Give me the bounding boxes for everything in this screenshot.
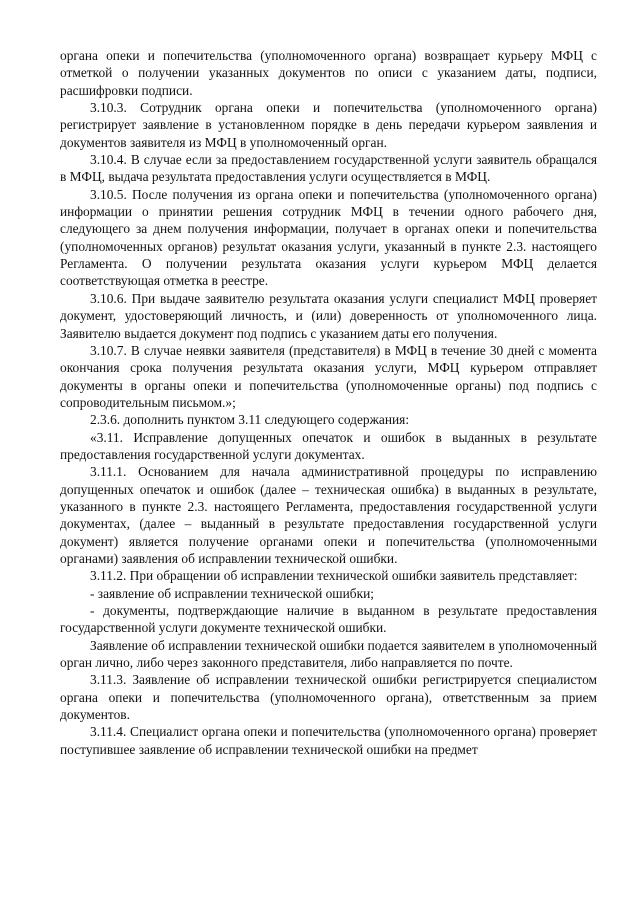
paragraph: Заявление об исправлении технической ошибки подается заявителем в уполномоченный орган лично, либо через законного представителя, либо направляется по почте. xyxy=(60,637,597,671)
paragraph: «3.11. Исправление допущенных опечаток и ошибок в выданных в результате предоставления государственной услуги документах. xyxy=(60,429,597,462)
paragraph: 3.10.7. В случае неявки заявителя (представителя) в МФЦ в течение 30 дней с момента окончания срока получения результата оказания услуги, МФЦ курьером отправляет документы в органы опеки и попечительства (уполномоченные органы) под подпись с сопроводительным письмом.»; xyxy=(60,342,597,410)
paragraph: - документы, подтверждающие наличие в выданном в результате предоставления государственной услуги документе технической ошибки. xyxy=(60,603,597,636)
document-body xyxy=(60,47,597,758)
paragraph: 3.10.3. Сотрудник органа опеки и попечительства (уполномоченного органа) регистрирует заявление в установленном порядке в день передачи курьером заявления и документов заявителя из МФЦ в уполномоченный орган. xyxy=(60,100,597,150)
paragraph: 3.10.4. В случае если за предоставлением государственной услуги заявитель обращался в МФЦ, выдача результата предоставления услуги осуществляется в МФЦ. xyxy=(60,152,597,185)
paragraph: 3.11.4. Специалист органа опеки и попечительства (уполномоченного органа) проверяет поступившее заявление об исправлении технической ошибки на предмет xyxy=(60,724,597,757)
paragraph: 3.11.2. При обращении об исправлении технической ошибки заявитель представляет: xyxy=(90,568,578,584)
paragraph: 3.10.5. После получения из органа опеки и попечительства (уполномоченного органа) информации о принятии решения сотрудник МФЦ в течении одного рабочего дня, следующего за днем получения информации, получает в органах опеки и попечительства (уполномоченных органов) результат оказания услуги, указанный в пункте 2.3. настоящего Регламента. О получении результата оказания услуги курьером МФЦ делается соответствующая отметка в реестре. xyxy=(60,186,597,289)
paragraph: 3.11.1. Основанием для начала административной процедуры по исправлению допущенных опечаток и ошибок (далее – техническая ошибка) в выданных в результате, указанного в пункте 2.3. настоящего Регламента, предоставления государственной услуги документах, (далее – выданный в результате предоставления государственной услуги документ) является получение органами опеки и попечительства (уполномоченными органами) заявления об исправлении технической ошибки. xyxy=(60,464,597,566)
paragraph: 3.11.3. Заявление об исправлении технической ошибки регистрируется специалистом органа опеки и попечительства (уполномоченного органа), ответственным за прием документов. xyxy=(60,672,597,723)
paragraph: 3.10.6. При выдаче заявителю результата оказания услуги специалист МФЦ проверяет документ, удостоверяющий личность, и (или) доверенность от уполномоченного лица. Заявителю выдается документ под подпись с указанием даты его получения. xyxy=(60,290,597,341)
paragraph: - заявление об исправлении технической ошибки; xyxy=(90,585,374,601)
paragraph: органа опеки и попечительства (уполномоченного органа) возвращает курьеру МФЦ с отметкой о получении указанных документов по описи с указанием даты, подписи, расшифровки подписи. xyxy=(60,48,597,98)
paragraph: 2.3.6. дополнить пунктом 3.11 следующего содержания: xyxy=(90,412,410,428)
